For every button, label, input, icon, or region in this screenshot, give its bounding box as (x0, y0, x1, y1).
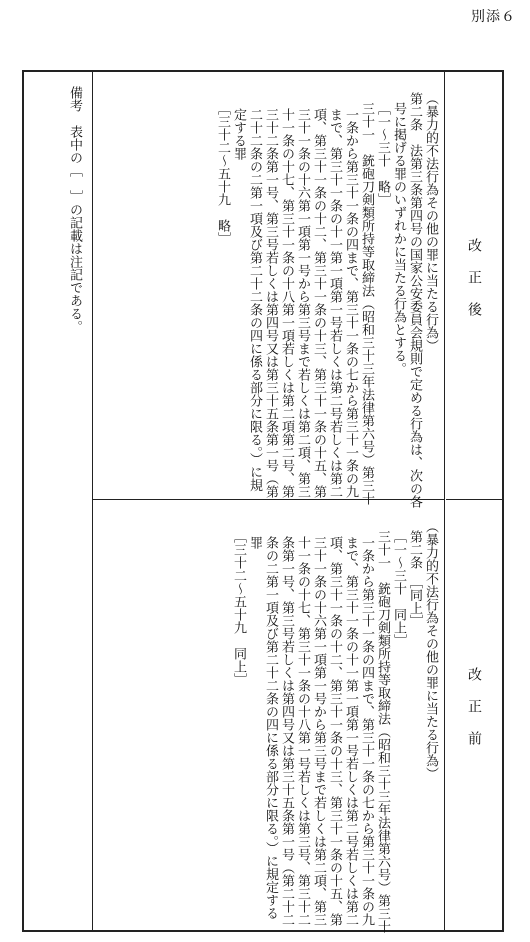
comparison-table (22, 70, 504, 932)
before-line-6: まで、第三十一条の十一第一項第一号若しくは第二号若しくは第二 (343, 536, 358, 926)
after-line-14: ［三十二～五十九 略］ (215, 102, 230, 245)
before-line-13: ［三十二～五十九 同上］ (231, 530, 246, 686)
after-line-8: 項、第三十一条の十二、第三十一条の十三、第三十一条の十五、第 (311, 108, 326, 498)
body-column (92, 72, 444, 933)
header-after: 改正後 (446, 72, 502, 500)
before-line-11: 条の二第一項及び第二十二条の四に係る部分に限る。）に規定する (263, 536, 278, 920)
header-column (444, 72, 502, 930)
before-text-cell (93, 500, 444, 933)
after-line-11: 三十二条第一号、第三号若しくは第四号又は第三十五条第一号（第 (263, 108, 278, 498)
after-line-1: （暴力的不法行為その他の罪に当たる行為） (423, 92, 438, 352)
after-line-7: まで、第三十一条の十一第一項第一号若しくは第二号若しくは第二 (327, 108, 342, 498)
before-line-3: ［一～三十 同上］ (391, 530, 406, 647)
before-line-2: 第二条 ［同上］ (407, 530, 422, 628)
before-line-10: 条第一号、第三号若しくは第四号又は第三十五条第一号（第二十二 (279, 536, 294, 926)
before-line-8: 三十一条の十六第一項第一号から第三号まで若しくは第二項、第三 (311, 536, 326, 926)
after-text-cell (93, 72, 444, 508)
after-line-5: 三十一 銃砲刀剣類所持等取締法（昭和三十三年法律第六号）第三十 (359, 102, 374, 505)
after-line-3: 号に掲げる罪のいずれかに当たる行為とする。 (391, 102, 406, 375)
after-line-12: 二十二条の二第一項及び第二十二条の四に係る部分に限る。）に規 (247, 108, 262, 492)
annex-label: 別添６ (471, 9, 516, 25)
after-line-9: 三十一条の十六第一項第一号から第三号まで若しくは第二項、第三 (295, 108, 310, 498)
before-line-9: 十一条の十七、第三十一条の十八第一号若しくは第三号、第三十二 (295, 536, 310, 926)
after-line-13: 定する罪 (231, 108, 246, 160)
after-line-4: ［一～三十 略］ (375, 102, 390, 206)
before-line-5: 一条から第三十一条の四まで、第三十一条の七から第三十一条の九 (359, 536, 374, 926)
before-line-7: 項、第三十一条の十二、第三十一条の十三、第三十一条の十五、第 (327, 536, 342, 926)
after-line-10: 十一条の十七、第三十一条の十八第一項若しくは第二項第二号、第 (279, 108, 294, 498)
before-line-4: 三十一 銃砲刀剣類所持等取締法（昭和三十三年法律第六号）第三十 (375, 530, 390, 933)
after-line-2: 第二条 法第三条第四号の国家公安委員会規則で定める行為は、次の各 (407, 92, 422, 508)
before-line-1: （暴力的不法行為その他の罪に当たる行為） (423, 520, 438, 780)
note-column (22, 72, 92, 930)
header-before: 改正前 (466, 667, 482, 763)
before-line-12: 罪 (247, 536, 262, 549)
after-line-6: 一条から第三十一条の四まで、第三十一条の七から第三十一条の九 (343, 108, 358, 498)
remarks-note: 備考 表中の［ ］の記載は注記である。 (67, 86, 82, 333)
